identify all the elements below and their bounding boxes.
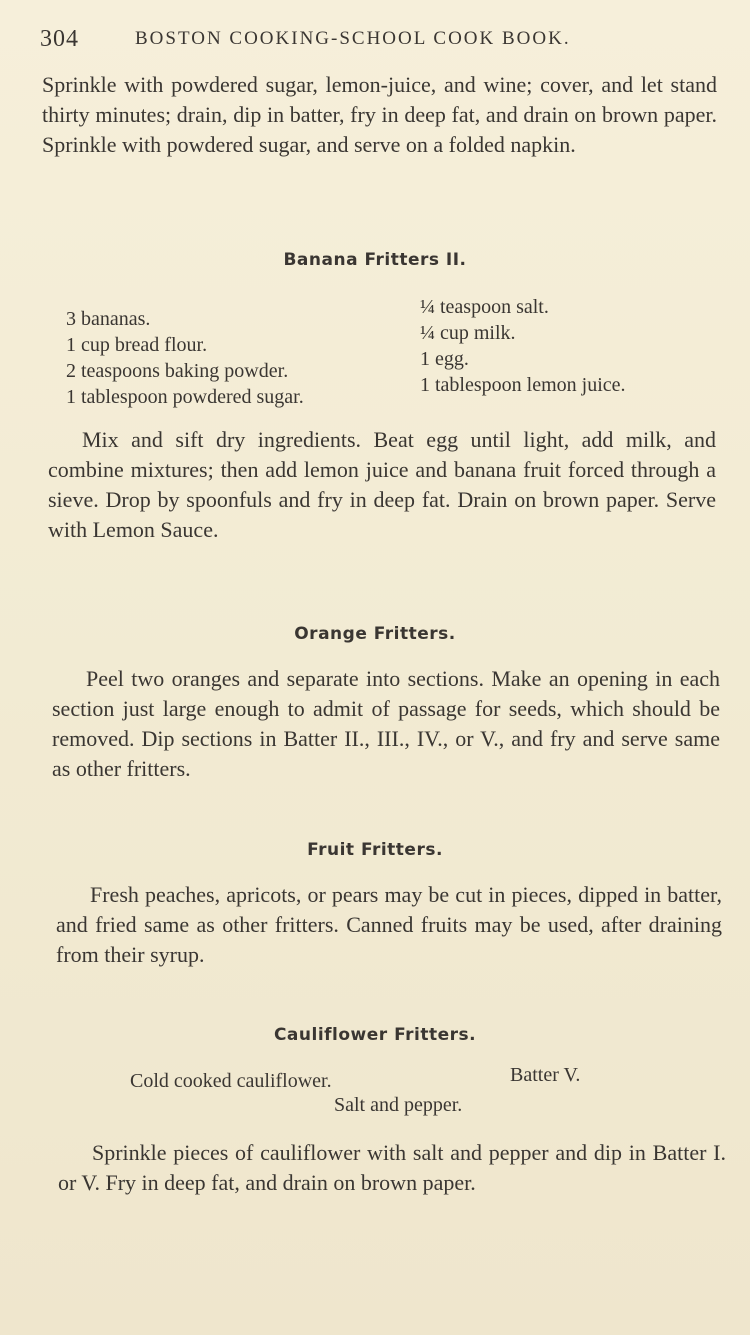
ingredient-item: ¼ teaspoon salt.: [420, 296, 549, 318]
banana-ingredients-left: [66, 306, 304, 410]
page-header: [40, 20, 720, 60]
cauliflower-ingredient-1: Cold cooked cauliflower.: [130, 1070, 332, 1092]
ingredient-item: 3 bananas.: [66, 308, 151, 330]
cauliflower-fritters-directions: Sprinkle pieces of cauliflower with salt and pepper and dip in Batter I. or V. Fry in deep fat, and drain on brown paper.: [58, 1140, 726, 1195]
cauliflower-ingredient-3: Salt and pepper.: [334, 1094, 463, 1116]
ingredient-item: 1 egg.: [420, 348, 469, 370]
cauliflower-fritters-heading: Cauliflower Fritters.: [273, 1025, 477, 1045]
ingredient-item: 2 teaspoons baking powder.: [66, 360, 289, 382]
ingredient-item: 1 tablespoon lemon juice.: [420, 374, 626, 396]
ingredient-item: 1 cup bread flour.: [66, 334, 208, 356]
banana-fritters-directions: Mix and sift dry ingredients. Beat egg until light, add milk, and combine mixtures; then add lemon juice and banana fruit forced through a sieve. Drop by spoonfuls and fry in deep fat. Drain on brown paper. Serve with Lemon Sauce.: [48, 427, 716, 542]
ingredient-item: 1 tablespoon powdered sugar.: [66, 386, 304, 408]
banana-fritters-heading: Banana Fritters II.: [283, 250, 467, 270]
cauliflower-ingredient-2: Batter V.: [510, 1064, 581, 1086]
orange-fritters-directions: Peel two oranges and separate into sections. Make an opening in each section just large enough to admit of passage for seeds, which should be removed. Dip sections in Batter II., III., IV., or V., and fry and serve same as other fritters.: [52, 666, 720, 781]
orange-fritters-heading: Orange Fritters.: [294, 624, 456, 644]
ingredient-item: ¼ cup milk.: [420, 322, 516, 344]
fruit-fritters-directions: Fresh peaches, apricots, or pears may be cut in pieces, dipped in batter, and fried same as other fritters. Canned fruits may be used, after draining from their syrup.: [56, 882, 722, 967]
fruit-fritters-heading: Fruit Fritters.: [307, 840, 443, 860]
page-number: 304: [40, 26, 79, 52]
running-title: BOSTON COOKING-SCHOOL COOK BOOK.: [135, 28, 571, 49]
intro-paragraph: Sprinkle with powdered sugar, lemon-juice, and wine; cover, and let stand thirty minutes; drain, dip in batter, fry in deep fat, and drain on brown paper. Sprinkle with powdered sugar, and serve on a folded napkin.: [42, 72, 717, 157]
banana-ingredients-right: [420, 294, 626, 398]
